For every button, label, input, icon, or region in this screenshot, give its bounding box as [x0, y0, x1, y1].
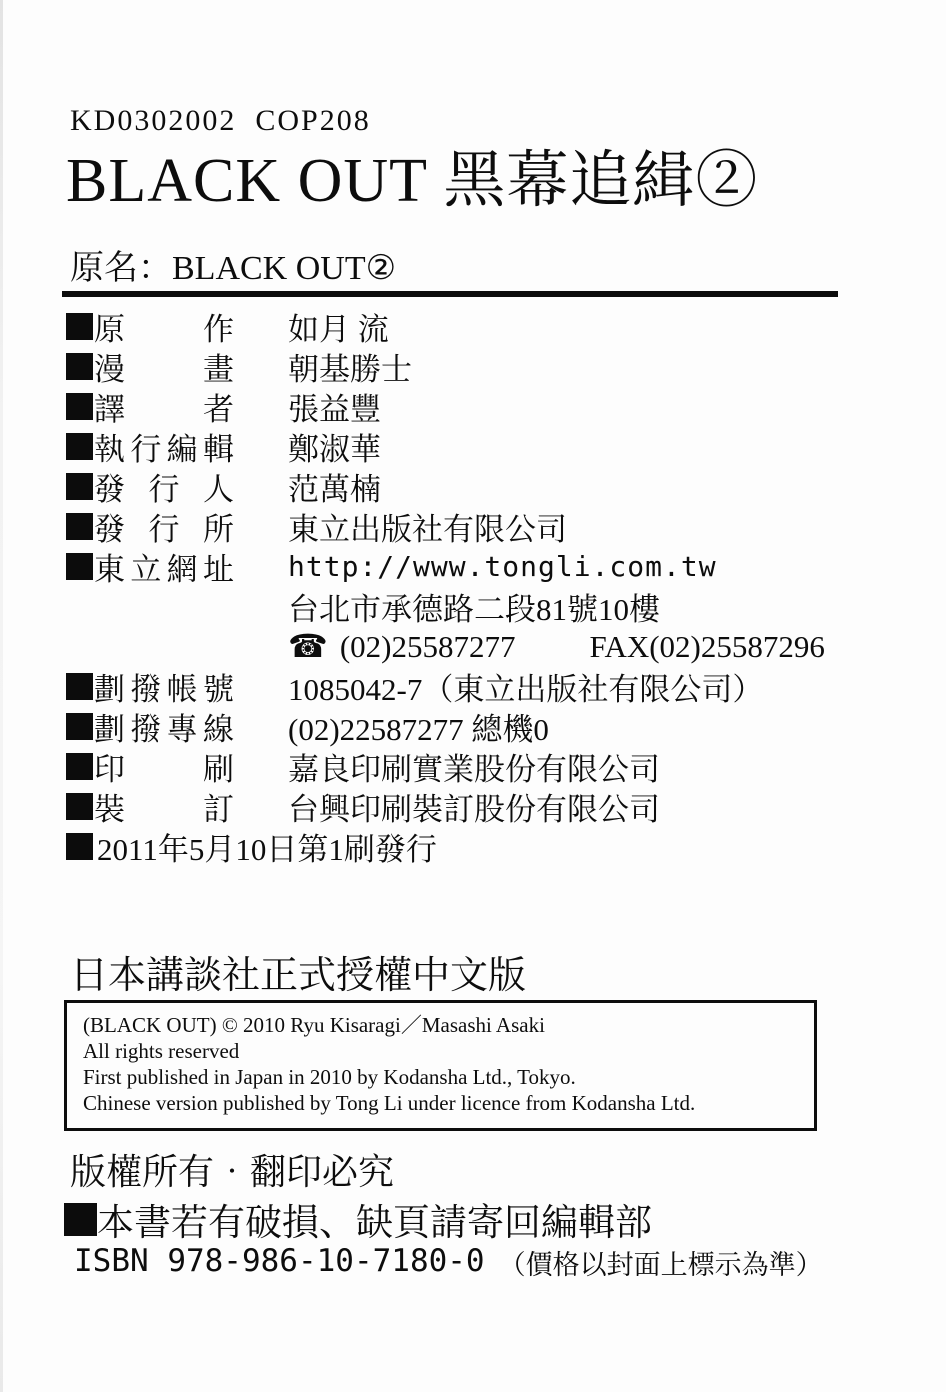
bullet-square-icon	[66, 753, 93, 780]
credit-value: 朝基勝士	[288, 351, 412, 387]
damage-notice: 本書若有破損、缺頁請寄回編輯部	[97, 1203, 652, 1244]
credit-label: 劃撥專線	[94, 711, 234, 747]
license-line-chinese-version: Chinese version published by Tong Li under licence from Kodansha Ltd.	[83, 1091, 696, 1115]
credit-row-publisher-person	[66, 466, 886, 506]
credit-row-printer	[66, 746, 886, 786]
credit-row-editor	[66, 426, 886, 466]
credit-row-address	[66, 586, 886, 626]
credit-label: 執行編輯	[94, 431, 234, 467]
credit-row-website	[66, 546, 886, 586]
credit-value: 1085042-7（東立出版社有限公司）	[288, 671, 764, 707]
license-line-first-published: First published in Japan in 2010 by Kodansha Ltd., Tokyo.	[83, 1065, 576, 1089]
credit-row-postal-account	[66, 666, 886, 706]
publisher-address: 台北市承德路二段81號10樓	[288, 591, 660, 627]
website-url: http://www.tongli.com.tw	[288, 549, 717, 583]
bullet-square-icon	[66, 393, 93, 420]
bullet-square-icon	[66, 833, 93, 860]
phone-fax-line	[288, 627, 825, 665]
bullet-square-icon	[66, 513, 93, 540]
bullet-square-icon	[66, 313, 93, 340]
credit-value: 范萬楠	[288, 471, 381, 507]
credit-value: (02)22587277 總機0	[288, 711, 549, 747]
bullet-square-icon	[66, 793, 93, 820]
credit-row-translator	[66, 386, 886, 426]
tel-number: (02)25587277	[339, 629, 516, 664]
credit-value: 如月 流	[288, 311, 389, 347]
credit-row-artist	[66, 346, 886, 386]
credit-row-publisher-company	[66, 506, 886, 546]
credit-row-author	[66, 306, 886, 346]
credit-label: 原作	[94, 311, 234, 347]
license-line-copyright: (BLACK OUT) © 2010 Ryu Kisaragi／Masashi Asaki	[83, 1013, 545, 1037]
page-title: BLACK OUT 黑幕追緝②	[66, 147, 759, 215]
credit-value: 東立出版社有限公司	[288, 511, 567, 547]
credit-row-binder	[66, 786, 886, 826]
credit-label: 裝訂	[94, 791, 234, 827]
isbn-number: ISBN 978-986-10-7180-0	[74, 1243, 485, 1279]
credit-row-phone	[66, 626, 886, 666]
original-title: 原名：BLACK OUT②	[70, 250, 397, 287]
isbn-row	[74, 1240, 823, 1282]
license-line-rights: All rights reserved	[83, 1039, 240, 1063]
credit-row-postal-line	[66, 706, 886, 746]
credit-label: 東立網址	[94, 551, 234, 587]
bullet-square-icon	[66, 713, 93, 740]
license-heading: 日本講談社正式授權中文版	[70, 955, 527, 997]
bullet-square-icon	[66, 353, 93, 380]
page-edge-shadow	[0, 0, 3, 1392]
damage-notice-row	[64, 1192, 652, 1246]
credits-list	[66, 306, 886, 866]
print-date: 2011年5月10日第1刷發行	[97, 831, 437, 867]
license-box	[64, 1000, 817, 1131]
credit-label: 劃撥帳號	[94, 671, 234, 707]
product-code: KD0302002 COP208	[70, 104, 371, 137]
credit-value: 台興印刷裝訂股份有限公司	[288, 791, 660, 827]
divider-rule	[62, 291, 838, 297]
fax-number: FAX(02)25587296	[589, 629, 825, 664]
credit-label: 發行所	[94, 511, 234, 547]
credit-row-print-date	[66, 826, 886, 866]
credit-label: 譯者	[94, 391, 234, 427]
bullet-square-icon	[66, 433, 93, 460]
bullet-square-icon	[66, 473, 93, 500]
credit-value: 張益豐	[288, 391, 381, 427]
credit-label: 漫畫	[94, 351, 234, 387]
copyright-notice: 版權所有‧翻印必究	[70, 1152, 395, 1192]
credit-value: 嘉良印刷實業股份有限公司	[288, 751, 660, 787]
bullet-square-icon	[64, 1203, 97, 1236]
bullet-square-icon	[66, 553, 93, 580]
isbn-price-note: （價格以封面上標示為準）	[498, 1250, 823, 1280]
credit-label: 發行人	[94, 471, 234, 507]
credit-value: 鄭淑華	[288, 431, 381, 467]
bullet-square-icon	[66, 673, 93, 700]
phone-icon: ☎	[288, 627, 328, 665]
credit-label: 印刷	[94, 751, 234, 787]
